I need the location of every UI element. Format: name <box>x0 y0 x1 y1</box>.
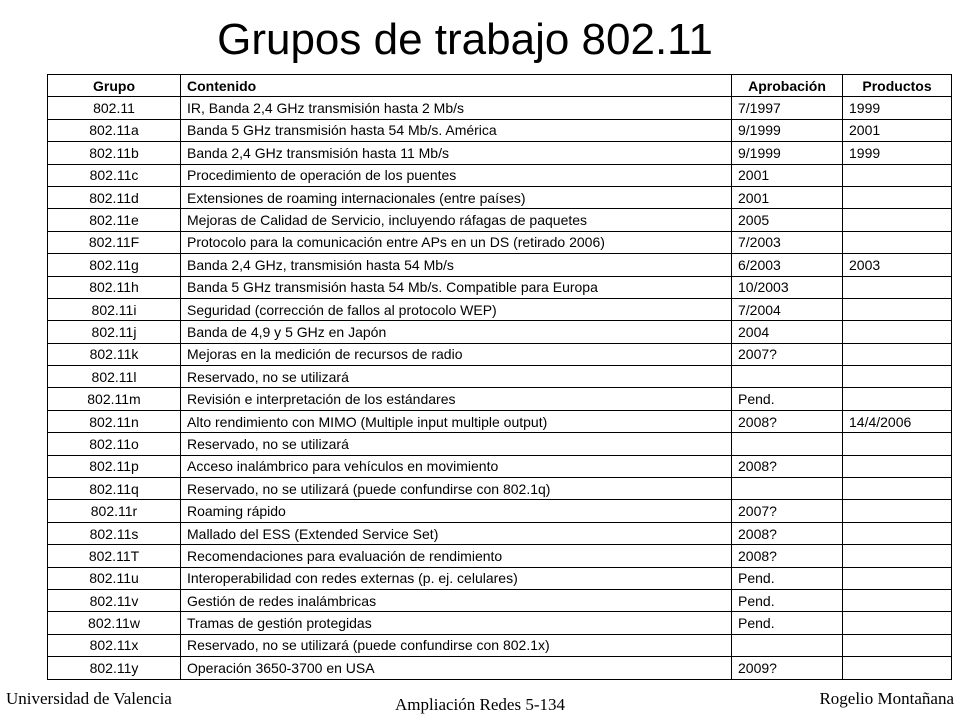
cell-contenido: Acceso inalámbrico para vehículos en movimiento <box>181 455 732 477</box>
cell-grupo: 802.11j <box>48 321 181 343</box>
cell-contenido: Reservado, no se utilizará (puede confundirse con 802.1x) <box>181 634 732 656</box>
cell-aprobacion: 7/2003 <box>732 231 843 253</box>
cell-productos <box>843 343 952 365</box>
cell-contenido: Procedimiento de operación de los puentes <box>181 164 732 186</box>
table-row <box>48 634 952 656</box>
cell-aprobacion: 2004 <box>732 321 843 343</box>
cell-productos <box>843 209 952 231</box>
cell-productos: 1999 <box>843 142 952 164</box>
cell-aprobacion: 2001 <box>732 186 843 208</box>
cell-aprobacion: 9/1999 <box>732 142 843 164</box>
cell-productos <box>843 321 952 343</box>
table-row <box>48 500 952 522</box>
cell-contenido: Banda 2,4 GHz, transmisión hasta 54 Mb/s <box>181 254 732 276</box>
cell-productos <box>843 634 952 656</box>
cell-aprobacion: 9/1999 <box>732 119 843 141</box>
cell-grupo: 802.11u <box>48 567 181 589</box>
cell-grupo: 802.11n <box>48 410 181 432</box>
page-title: Grupos de trabajo 802.11 <box>217 15 713 64</box>
cell-contenido: Mejoras de Calidad de Servicio, incluyendo ráfagas de paquetes <box>181 209 732 231</box>
table-row <box>48 657 952 679</box>
table-row <box>48 433 952 455</box>
cell-productos: 14/4/2006 <box>843 410 952 432</box>
cell-grupo: 802.11l <box>48 366 181 388</box>
cell-contenido: Banda de 4,9 y 5 GHz en Japón <box>181 321 732 343</box>
table-row <box>48 545 952 567</box>
cell-contenido: Banda 2,4 GHz transmisión hasta 11 Mb/s <box>181 142 732 164</box>
cell-productos <box>843 366 952 388</box>
cell-contenido: Extensiones de roaming internacionales (entre países) <box>181 186 732 208</box>
cell-grupo: 802.11o <box>48 433 181 455</box>
cell-aprobacion: 7/1997 <box>732 97 843 119</box>
cell-grupo: 802.11y <box>48 657 181 679</box>
cell-productos <box>843 433 952 455</box>
cell-aprobacion: 10/2003 <box>732 276 843 298</box>
table-body <box>48 97 952 679</box>
cell-productos <box>843 276 952 298</box>
table-row <box>48 97 952 119</box>
cell-productos: 2001 <box>843 119 952 141</box>
cell-productos <box>843 186 952 208</box>
cell-aprobacion <box>732 478 843 500</box>
cell-aprobacion: 2008? <box>732 410 843 432</box>
cell-grupo: 802.11 <box>48 97 181 119</box>
table-row <box>48 343 952 365</box>
cell-contenido: Mejoras en la medición de recursos de radio <box>181 343 732 365</box>
cell-grupo: 802.11q <box>48 478 181 500</box>
cell-productos <box>843 612 952 634</box>
cell-grupo: 802.11p <box>48 455 181 477</box>
header-contenido: Contenido <box>181 75 732 97</box>
cell-grupo: 802.11d <box>48 186 181 208</box>
cell-contenido: Protocolo para la comunicación entre APs en un DS (retirado 2006) <box>181 231 732 253</box>
cell-grupo: 802.11w <box>48 612 181 634</box>
cell-grupo: 802.11v <box>48 589 181 611</box>
table-row <box>48 366 952 388</box>
cell-grupo: 802.11e <box>48 209 181 231</box>
cell-productos <box>843 231 952 253</box>
cell-contenido: Mallado del ESS (Extended Service Set) <box>181 522 732 544</box>
cell-aprobacion: 2007? <box>732 343 843 365</box>
cell-aprobacion: 2001 <box>732 164 843 186</box>
cell-grupo: 802.11i <box>48 298 181 320</box>
table-row <box>48 478 952 500</box>
cell-grupo: 802.11F <box>48 231 181 253</box>
cell-contenido: Revisión e interpretación de los estándares <box>181 388 732 410</box>
cell-grupo: 802.11m <box>48 388 181 410</box>
footer-university: Universidad de Valencia <box>6 689 172 708</box>
footer-author: Rogelio Montañana <box>819 689 954 708</box>
cell-aprobacion: 2008? <box>732 545 843 567</box>
cell-aprobacion: 2008? <box>732 522 843 544</box>
cell-grupo: 802.11s <box>48 522 181 544</box>
table-row <box>48 455 952 477</box>
table-row <box>48 567 952 589</box>
table-header-row <box>48 75 952 97</box>
cell-productos <box>843 567 952 589</box>
working-groups-table <box>47 74 952 680</box>
cell-aprobacion: 7/2004 <box>732 298 843 320</box>
table-row <box>48 589 952 611</box>
cell-productos <box>843 657 952 679</box>
cell-contenido: Interoperabilidad con redes externas (p. ej. celulares) <box>181 567 732 589</box>
table-row <box>48 298 952 320</box>
cell-grupo: 802.11c <box>48 164 181 186</box>
cell-productos <box>843 500 952 522</box>
cell-aprobacion <box>732 634 843 656</box>
header-grupo: Grupo <box>48 75 181 97</box>
cell-productos: 1999 <box>843 97 952 119</box>
cell-contenido: Recomendaciones para evaluación de rendimiento <box>181 545 732 567</box>
table-row <box>48 388 952 410</box>
table-row <box>48 142 952 164</box>
table-row <box>48 119 952 141</box>
cell-grupo: 802.11g <box>48 254 181 276</box>
header-productos: Productos <box>843 75 952 97</box>
cell-grupo: 802.11b <box>48 142 181 164</box>
cell-contenido: Reservado, no se utilizará <box>181 366 732 388</box>
cell-aprobacion: Pend. <box>732 612 843 634</box>
table-row <box>48 254 952 276</box>
cell-contenido: Alto rendimiento con MIMO (Multiple input multiple output) <box>181 410 732 432</box>
cell-contenido: IR, Banda 2,4 GHz transmisión hasta 2 Mb/s <box>181 97 732 119</box>
table-row <box>48 612 952 634</box>
cell-grupo: 802.11T <box>48 545 181 567</box>
cell-productos <box>843 545 952 567</box>
cell-grupo: 802.11a <box>48 119 181 141</box>
cell-aprobacion <box>732 433 843 455</box>
cell-aprobacion: 2009? <box>732 657 843 679</box>
cell-aprobacion: 2008? <box>732 455 843 477</box>
cell-aprobacion: 2005 <box>732 209 843 231</box>
table-row <box>48 321 952 343</box>
cell-aprobacion: Pend. <box>732 567 843 589</box>
cell-contenido: Reservado, no se utilizará (puede confundirse con 802.1q) <box>181 478 732 500</box>
cell-contenido: Operación 3650-3700 en USA <box>181 657 732 679</box>
cell-grupo: 802.11h <box>48 276 181 298</box>
cell-aprobacion: Pend. <box>732 589 843 611</box>
cell-productos <box>843 589 952 611</box>
cell-contenido: Gestión de redes inalámbricas <box>181 589 732 611</box>
cell-productos <box>843 388 952 410</box>
cell-contenido: Seguridad (corrección de fallos al protocolo WEP) <box>181 298 732 320</box>
cell-contenido: Roaming rápido <box>181 500 732 522</box>
cell-contenido: Reservado, no se utilizará <box>181 433 732 455</box>
cell-contenido: Tramas de gestión protegidas <box>181 612 732 634</box>
cell-grupo: 802.11x <box>48 634 181 656</box>
cell-aprobacion: 6/2003 <box>732 254 843 276</box>
table-row <box>48 276 952 298</box>
table-row <box>48 410 952 432</box>
cell-aprobacion: Pend. <box>732 388 843 410</box>
header-aprobacion: Aprobación <box>732 75 843 97</box>
table-row <box>48 209 952 231</box>
cell-productos: 2003 <box>843 254 952 276</box>
cell-productos <box>843 522 952 544</box>
table-row <box>48 186 952 208</box>
footer-course-page: Ampliación Redes 5-134 <box>395 695 565 714</box>
cell-aprobacion <box>732 366 843 388</box>
cell-productos <box>843 455 952 477</box>
cell-contenido: Banda 5 GHz transmisión hasta 54 Mb/s. Compatible para Europa <box>181 276 732 298</box>
table-row <box>48 522 952 544</box>
cell-productos <box>843 478 952 500</box>
cell-productos <box>843 164 952 186</box>
cell-grupo: 802.11r <box>48 500 181 522</box>
cell-grupo: 802.11k <box>48 343 181 365</box>
table-row <box>48 231 952 253</box>
table-row <box>48 164 952 186</box>
cell-productos <box>843 298 952 320</box>
cell-contenido: Banda 5 GHz transmisión hasta 54 Mb/s. América <box>181 119 732 141</box>
cell-aprobacion: 2007? <box>732 500 843 522</box>
